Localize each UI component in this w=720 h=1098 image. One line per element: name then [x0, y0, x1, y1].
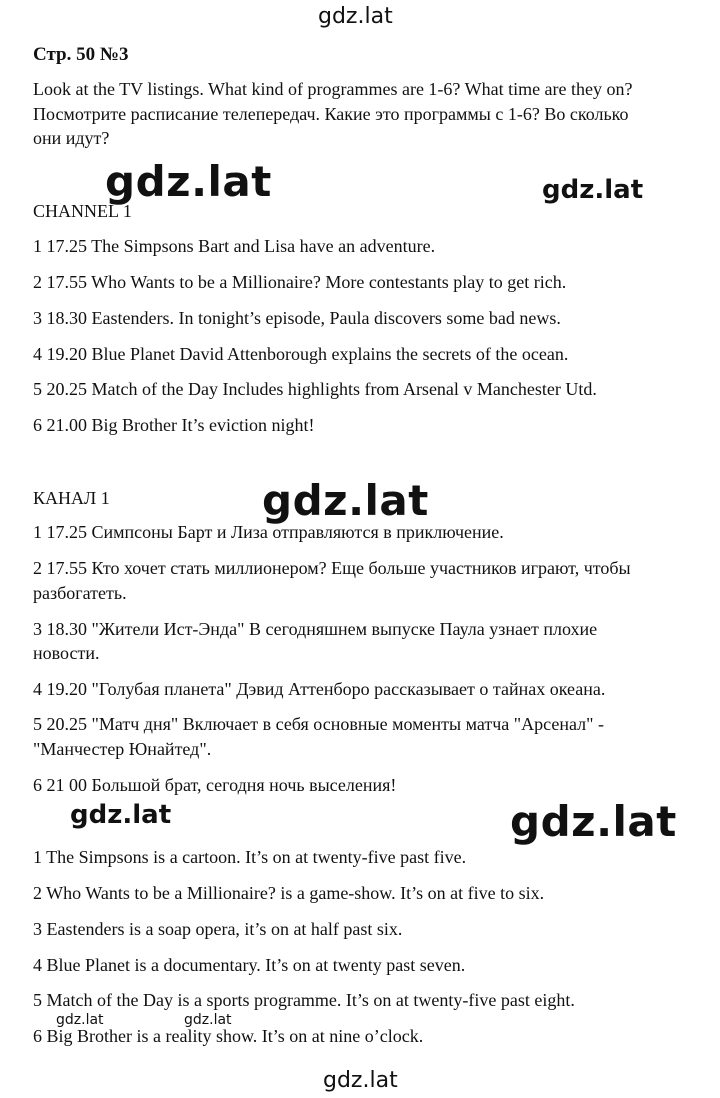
watermark-bottom: gdz.lat: [323, 1068, 398, 1093]
channel-ru-item: 4 19.20 "Голубая планета" Дэвид Аттенборо рассказывает о тайнах океана.: [33, 679, 606, 699]
watermark-left-mid: gdz.lat: [70, 800, 172, 830]
watermark-right-big: gdz.lat: [510, 797, 677, 846]
watermark-tiny-right: gdz.lat: [184, 1012, 232, 1028]
channel-ru-item: 1 17.25 Симпсоны Барт и Лиза отправляются в приключение.: [33, 522, 504, 542]
answer-item: 2 Who Wants to be a Millionaire? is a game-show. It’s on at five to six.: [33, 883, 545, 903]
channel-ru-item: 3 18.30 "Жители Ист-Энда" В сегодняшнем выпуске Паула узнает плохие: [33, 619, 598, 639]
channel-en-item: 1 17.25 The Simpsons Bart and Lisa have an adventure.: [33, 236, 436, 256]
answer-item: 4 Blue Planet is a documentary. It’s on at twenty past seven.: [33, 955, 466, 975]
channel-en-item: 4 19.20 Blue Planet David Attenborough explains the secrets of the ocean.: [33, 344, 569, 364]
channel-en-item: 5 20.25 Match of the Day Includes highlights from Arsenal v Manchester Utd.: [33, 379, 597, 399]
answer-item: 5 Match of the Day is a sports programme. It’s on at twenty-five past eight.: [33, 990, 575, 1010]
channel-en-title: CHANNEL 1: [33, 201, 132, 221]
channel-ru-item: "Манчестер Юнайтед".: [33, 739, 212, 759]
watermark-left-big: gdz.lat: [105, 157, 272, 206]
channel-en-item: 2 17.55 Who Wants to be a Millionaire? More contestants play to get rich.: [33, 272, 567, 292]
watermark-right-small: gdz.lat: [542, 175, 644, 205]
task-english: Look at the TV listings. What kind of programmes are 1-6? What time are they on?: [33, 79, 633, 99]
channel-ru-item: 6 21 00 Большой брат, сегодня ночь выселения!: [33, 775, 397, 795]
channel-en-item: 3 18.30 Eastenders. In tonight’s episode, Paula discovers some bad news.: [33, 308, 561, 328]
page-heading: Стр. 50 №3: [33, 44, 129, 65]
answer-item: 6 Big Brother is a reality show. It’s on at nine o’clock.: [33, 1026, 424, 1046]
channel-ru-item: 5 20.25 "Матч дня" Включает в себя основные моменты матча "Арсенал" -: [33, 714, 604, 734]
answer-item: 3 Eastenders is a soap opera, it’s on at half past six.: [33, 919, 403, 939]
answer-item: 1 The Simpsons is a cartoon. It’s on at twenty-five past five.: [33, 847, 467, 867]
channel-ru-item: 2 17.55 Кто хочет стать миллионером? Еще больше участников играют, чтобы: [33, 558, 631, 578]
watermark-center-big: gdz.lat: [262, 476, 429, 525]
channel-ru-title: КАНАЛ 1: [33, 488, 110, 508]
task-russian-line1: Посмотрите расписание телепередач. Какие это программы с 1-6? Во сколько: [33, 104, 629, 124]
channel-ru-item: разбогатеть.: [33, 583, 127, 603]
task-russian-line2: они идут?: [33, 128, 110, 148]
channel-en-item: 6 21.00 Big Brother It’s eviction night!: [33, 415, 315, 435]
watermark-top: gdz.lat: [318, 4, 393, 29]
channel-ru-item: новости.: [33, 643, 100, 663]
watermark-tiny-left: gdz.lat: [56, 1012, 104, 1028]
